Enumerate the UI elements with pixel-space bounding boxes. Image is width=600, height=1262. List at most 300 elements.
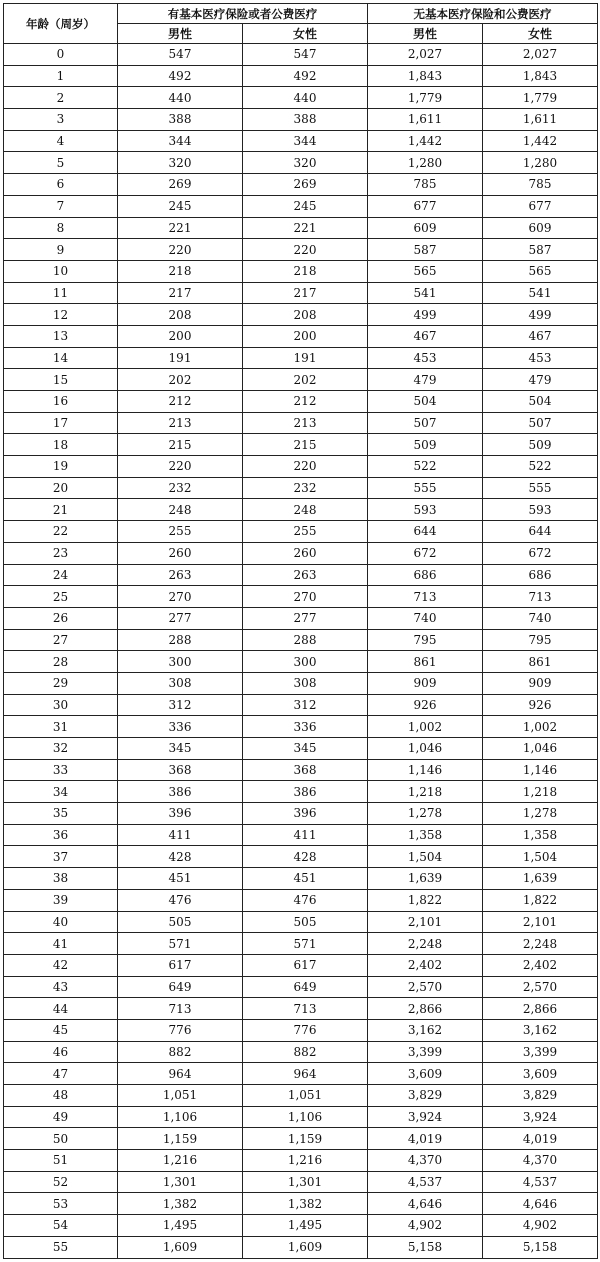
- uninsured-female-cell: 4,646: [483, 1193, 598, 1215]
- table-row: [4, 976, 598, 998]
- insured-male-cell: 492: [118, 65, 243, 87]
- insured-male-cell: 277: [118, 607, 243, 629]
- uninsured-female-cell: 4,370: [483, 1150, 598, 1172]
- insured-male-cell: 440: [118, 87, 243, 109]
- uninsured-male-cell: 593: [368, 499, 483, 521]
- age-cell: 45: [4, 1019, 118, 1041]
- table-row: [4, 521, 598, 543]
- insured-female-cell: 232: [243, 477, 368, 499]
- uninsured-female-cell: 507: [483, 412, 598, 434]
- insured-male-cell: 260: [118, 542, 243, 564]
- age-cell: 54: [4, 1215, 118, 1237]
- table-row: [4, 933, 598, 955]
- table-row: [4, 195, 598, 217]
- age-cell: 23: [4, 542, 118, 564]
- insured-female-cell: 1,609: [243, 1236, 368, 1258]
- insured-male-cell: 1,609: [118, 1236, 243, 1258]
- insured-male-cell: 215: [118, 434, 243, 456]
- insured-female-cell: 964: [243, 1063, 368, 1085]
- insured-female-cell: 200: [243, 325, 368, 347]
- age-cell: 31: [4, 716, 118, 738]
- insured-female-cell: 215: [243, 434, 368, 456]
- insured-female-cell: 255: [243, 521, 368, 543]
- age-cell: 25: [4, 586, 118, 608]
- table-row: [4, 1063, 598, 1085]
- uninsured-female-cell: 1,822: [483, 889, 598, 911]
- insured-male-cell: 220: [118, 456, 243, 478]
- uninsured-female-cell: 861: [483, 651, 598, 673]
- uninsured-female-cell: 926: [483, 694, 598, 716]
- uninsured-female-cell: 504: [483, 391, 598, 413]
- uninsured-male-cell: 565: [368, 260, 483, 282]
- insured-male-cell: 776: [118, 1019, 243, 1041]
- insured-male-cell: 1,051: [118, 1085, 243, 1107]
- age-cell: 2: [4, 87, 118, 109]
- uninsured-male-cell: 1,611: [368, 109, 483, 131]
- insured-male-cell: 336: [118, 716, 243, 738]
- age-cell: 30: [4, 694, 118, 716]
- uninsured-male-cell: 3,609: [368, 1063, 483, 1085]
- uninsured-female-cell: 1,218: [483, 781, 598, 803]
- insured-male-cell: 411: [118, 824, 243, 846]
- table-row: [4, 1041, 598, 1063]
- premium-rate-table: [3, 3, 598, 1259]
- insured-male-cell: 571: [118, 933, 243, 955]
- uninsured-female-cell: 499: [483, 304, 598, 326]
- insured-female-cell: 547: [243, 44, 368, 66]
- uninsured-female-header: 女性: [483, 24, 598, 44]
- uninsured-female-cell: 785: [483, 174, 598, 196]
- uninsured-male-cell: 1,639: [368, 868, 483, 890]
- insured-male-cell: 202: [118, 369, 243, 391]
- uninsured-male-cell: 1,779: [368, 87, 483, 109]
- age-cell: 39: [4, 889, 118, 911]
- uninsured-female-cell: 1,611: [483, 109, 598, 131]
- insured-male-cell: 200: [118, 325, 243, 347]
- insured-female-cell: 1,495: [243, 1215, 368, 1237]
- uninsured-male-cell: 1,822: [368, 889, 483, 911]
- insured-male-cell: 505: [118, 911, 243, 933]
- table-row: [4, 477, 598, 499]
- insured-female-cell: 345: [243, 738, 368, 760]
- uninsured-male-cell: 509: [368, 434, 483, 456]
- uninsured-female-cell: 1,442: [483, 130, 598, 152]
- age-cell: 53: [4, 1193, 118, 1215]
- table-header: [4, 4, 598, 44]
- insured-female-cell: 312: [243, 694, 368, 716]
- table-row: [4, 824, 598, 846]
- insured-female-cell: 776: [243, 1019, 368, 1041]
- insured-female-cell: 451: [243, 868, 368, 890]
- table-row: [4, 87, 598, 109]
- insured-male-cell: 345: [118, 738, 243, 760]
- insured-male-cell: 221: [118, 217, 243, 239]
- uninsured-female-cell: 4,537: [483, 1171, 598, 1193]
- table-row: [4, 130, 598, 152]
- age-cell: 17: [4, 412, 118, 434]
- uninsured-female-cell: 2,402: [483, 954, 598, 976]
- uninsured-male-cell: 1,504: [368, 846, 483, 868]
- uninsured-male-cell: 587: [368, 239, 483, 261]
- age-cell: 21: [4, 499, 118, 521]
- insured-male-cell: 368: [118, 759, 243, 781]
- insured-female-cell: 505: [243, 911, 368, 933]
- insured-female-cell: 308: [243, 672, 368, 694]
- age-cell: 52: [4, 1171, 118, 1193]
- uninsured-male-cell: 3,924: [368, 1106, 483, 1128]
- age-cell: 22: [4, 521, 118, 543]
- age-cell: 15: [4, 369, 118, 391]
- insured-female-cell: 220: [243, 456, 368, 478]
- insured-male-header: 男性: [118, 24, 243, 44]
- age-cell: 49: [4, 1106, 118, 1128]
- insured-male-cell: 308: [118, 672, 243, 694]
- uninsured-female-cell: 1,358: [483, 824, 598, 846]
- age-cell: 47: [4, 1063, 118, 1085]
- insured-male-cell: 263: [118, 564, 243, 586]
- age-cell: 48: [4, 1085, 118, 1107]
- insured-male-cell: 213: [118, 412, 243, 434]
- uninsured-male-cell: 1,843: [368, 65, 483, 87]
- uninsured-female-cell: 2,866: [483, 998, 598, 1020]
- table-row: [4, 1085, 598, 1107]
- uninsured-female-cell: 3,924: [483, 1106, 598, 1128]
- insured-female-cell: 713: [243, 998, 368, 1020]
- age-cell: 16: [4, 391, 118, 413]
- uninsured-male-cell: 2,101: [368, 911, 483, 933]
- table-row: [4, 586, 598, 608]
- uninsured-female-cell: 3,162: [483, 1019, 598, 1041]
- age-cell: 44: [4, 998, 118, 1020]
- insured-male-cell: 964: [118, 1063, 243, 1085]
- table-row: [4, 781, 598, 803]
- insured-female-cell: 202: [243, 369, 368, 391]
- table-row: [4, 109, 598, 131]
- insured-male-cell: 269: [118, 174, 243, 196]
- uninsured-male-cell: 3,162: [368, 1019, 483, 1041]
- insured-male-cell: 547: [118, 44, 243, 66]
- uninsured-female-cell: 644: [483, 521, 598, 543]
- table-row: [4, 434, 598, 456]
- uninsured-female-cell: 1,779: [483, 87, 598, 109]
- table-row: [4, 1171, 598, 1193]
- insured-female-cell: 336: [243, 716, 368, 738]
- uninsured-male-cell: 5,158: [368, 1236, 483, 1258]
- uninsured-female-cell: 1,146: [483, 759, 598, 781]
- table-row: [4, 304, 598, 326]
- uninsured-male-cell: 1,218: [368, 781, 483, 803]
- insured-male-cell: 396: [118, 803, 243, 825]
- uninsured-female-cell: 541: [483, 282, 598, 304]
- uninsured-female-cell: 522: [483, 456, 598, 478]
- insured-female-cell: 218: [243, 260, 368, 282]
- uninsured-female-cell: 555: [483, 477, 598, 499]
- age-cell: 51: [4, 1150, 118, 1172]
- uninsured-male-cell: 1,046: [368, 738, 483, 760]
- insured-female-header: 女性: [243, 24, 368, 44]
- insured-male-cell: 220: [118, 239, 243, 261]
- insured-male-cell: 320: [118, 152, 243, 174]
- age-cell: 55: [4, 1236, 118, 1258]
- insured-female-cell: 1,106: [243, 1106, 368, 1128]
- age-cell: 43: [4, 976, 118, 998]
- insured-female-cell: 428: [243, 846, 368, 868]
- uninsured-male-cell: 4,537: [368, 1171, 483, 1193]
- table-row: [4, 174, 598, 196]
- insured-male-cell: 713: [118, 998, 243, 1020]
- age-cell: 18: [4, 434, 118, 456]
- premium-table-container: [3, 3, 597, 1259]
- uninsured-female-cell: 4,019: [483, 1128, 598, 1150]
- age-cell: 33: [4, 759, 118, 781]
- uninsured-male-cell: 1,280: [368, 152, 483, 174]
- table-row: [4, 369, 598, 391]
- table-row: [4, 868, 598, 890]
- insured-male-cell: 232: [118, 477, 243, 499]
- insured-female-cell: 1,051: [243, 1085, 368, 1107]
- table-row: [4, 1150, 598, 1172]
- age-cell: 27: [4, 629, 118, 651]
- table-row: [4, 564, 598, 586]
- table-row: [4, 347, 598, 369]
- uninsured-male-cell: 4,370: [368, 1150, 483, 1172]
- age-cell: 41: [4, 933, 118, 955]
- insured-male-cell: 1,382: [118, 1193, 243, 1215]
- age-cell: 9: [4, 239, 118, 261]
- uninsured-male-cell: 4,646: [368, 1193, 483, 1215]
- table-row: [4, 889, 598, 911]
- uninsured-female-cell: 587: [483, 239, 598, 261]
- insured-female-cell: 492: [243, 65, 368, 87]
- uninsured-male-cell: 479: [368, 369, 483, 391]
- insured-female-cell: 1,216: [243, 1150, 368, 1172]
- uninsured-male-cell: 453: [368, 347, 483, 369]
- table-row: [4, 44, 598, 66]
- age-cell: 36: [4, 824, 118, 846]
- uninsured-female-cell: 3,609: [483, 1063, 598, 1085]
- uninsured-male-cell: 785: [368, 174, 483, 196]
- table-row: [4, 456, 598, 478]
- uninsured-male-cell: 4,019: [368, 1128, 483, 1150]
- insured-female-cell: 277: [243, 607, 368, 629]
- insured-male-cell: 388: [118, 109, 243, 131]
- age-cell: 32: [4, 738, 118, 760]
- age-cell: 6: [4, 174, 118, 196]
- insured-female-cell: 649: [243, 976, 368, 998]
- uninsured-male-cell: 713: [368, 586, 483, 608]
- uninsured-male-cell: 4,902: [368, 1215, 483, 1237]
- insured-male-cell: 649: [118, 976, 243, 998]
- age-cell: 24: [4, 564, 118, 586]
- table-row: [4, 152, 598, 174]
- insured-male-cell: 312: [118, 694, 243, 716]
- uninsured-male-cell: 926: [368, 694, 483, 716]
- uninsured-male-cell: 3,829: [368, 1085, 483, 1107]
- age-cell: 7: [4, 195, 118, 217]
- table-row: [4, 651, 598, 673]
- insured-male-cell: 255: [118, 521, 243, 543]
- table-row: [4, 542, 598, 564]
- insured-female-cell: 344: [243, 130, 368, 152]
- insured-female-cell: 388: [243, 109, 368, 131]
- insured-male-cell: 288: [118, 629, 243, 651]
- insured-female-cell: 248: [243, 499, 368, 521]
- uninsured-female-cell: 1,278: [483, 803, 598, 825]
- insured-female-cell: 320: [243, 152, 368, 174]
- insured-female-cell: 245: [243, 195, 368, 217]
- uninsured-male-cell: 1,358: [368, 824, 483, 846]
- insured-male-cell: 270: [118, 586, 243, 608]
- age-cell: 3: [4, 109, 118, 131]
- table-row: [4, 694, 598, 716]
- table-row: [4, 260, 598, 282]
- uninsured-female-cell: 1,280: [483, 152, 598, 174]
- table-row: [4, 1215, 598, 1237]
- age-cell: 19: [4, 456, 118, 478]
- age-cell: 4: [4, 130, 118, 152]
- age-cell: 37: [4, 846, 118, 868]
- insured-male-cell: 245: [118, 195, 243, 217]
- insured-male-cell: 191: [118, 347, 243, 369]
- uninsured-female-cell: 467: [483, 325, 598, 347]
- uninsured-female-cell: 672: [483, 542, 598, 564]
- uninsured-group-header: 无基本医疗保险和公费医疗: [368, 4, 598, 24]
- insured-male-cell: 617: [118, 954, 243, 976]
- uninsured-male-cell: 677: [368, 195, 483, 217]
- insured-male-cell: 451: [118, 868, 243, 890]
- uninsured-male-cell: 1,146: [368, 759, 483, 781]
- uninsured-female-cell: 509: [483, 434, 598, 456]
- insured-male-cell: 300: [118, 651, 243, 673]
- age-column-header: 年龄（周岁）: [4, 4, 118, 44]
- uninsured-female-cell: 2,570: [483, 976, 598, 998]
- age-cell: 13: [4, 325, 118, 347]
- uninsured-male-cell: 861: [368, 651, 483, 673]
- uninsured-female-cell: 5,158: [483, 1236, 598, 1258]
- uninsured-female-cell: 1,843: [483, 65, 598, 87]
- table-body: [4, 44, 598, 1259]
- insured-female-cell: 263: [243, 564, 368, 586]
- uninsured-male-cell: 2,402: [368, 954, 483, 976]
- insured-female-cell: 220: [243, 239, 368, 261]
- uninsured-female-cell: 453: [483, 347, 598, 369]
- age-cell: 46: [4, 1041, 118, 1063]
- age-cell: 38: [4, 868, 118, 890]
- age-cell: 42: [4, 954, 118, 976]
- insured-female-cell: 191: [243, 347, 368, 369]
- uninsured-male-cell: 499: [368, 304, 483, 326]
- uninsured-male-cell: 909: [368, 672, 483, 694]
- age-cell: 0: [4, 44, 118, 66]
- age-cell: 20: [4, 477, 118, 499]
- uninsured-female-cell: 1,046: [483, 738, 598, 760]
- uninsured-female-cell: 909: [483, 672, 598, 694]
- age-cell: 28: [4, 651, 118, 673]
- insured-male-cell: 1,159: [118, 1128, 243, 1150]
- table-row: [4, 1106, 598, 1128]
- insured-male-cell: 218: [118, 260, 243, 282]
- insured-female-cell: 260: [243, 542, 368, 564]
- uninsured-female-cell: 795: [483, 629, 598, 651]
- table-row: [4, 282, 598, 304]
- insured-female-cell: 269: [243, 174, 368, 196]
- uninsured-female-cell: 4,902: [483, 1215, 598, 1237]
- uninsured-male-cell: 672: [368, 542, 483, 564]
- uninsured-female-cell: 2,027: [483, 44, 598, 66]
- uninsured-female-cell: 593: [483, 499, 598, 521]
- age-cell: 1: [4, 65, 118, 87]
- uninsured-female-cell: 740: [483, 607, 598, 629]
- uninsured-male-cell: 609: [368, 217, 483, 239]
- table-row: [4, 1128, 598, 1150]
- insured-male-cell: 208: [118, 304, 243, 326]
- insured-female-cell: 217: [243, 282, 368, 304]
- insured-female-cell: 368: [243, 759, 368, 781]
- uninsured-male-cell: 3,399: [368, 1041, 483, 1063]
- table-row: [4, 846, 598, 868]
- table-row: [4, 499, 598, 521]
- insured-male-cell: 1,495: [118, 1215, 243, 1237]
- uninsured-female-cell: 3,829: [483, 1085, 598, 1107]
- insured-female-cell: 288: [243, 629, 368, 651]
- insured-female-cell: 571: [243, 933, 368, 955]
- uninsured-male-header: 男性: [368, 24, 483, 44]
- age-cell: 50: [4, 1128, 118, 1150]
- uninsured-female-cell: 2,101: [483, 911, 598, 933]
- age-cell: 34: [4, 781, 118, 803]
- uninsured-male-cell: 2,248: [368, 933, 483, 955]
- insured-male-cell: 1,301: [118, 1171, 243, 1193]
- uninsured-male-cell: 504: [368, 391, 483, 413]
- table-row: [4, 325, 598, 347]
- insured-female-cell: 221: [243, 217, 368, 239]
- insured-male-cell: 476: [118, 889, 243, 911]
- insured-female-cell: 213: [243, 412, 368, 434]
- uninsured-male-cell: 2,866: [368, 998, 483, 1020]
- insured-group-header: 有基本医疗保险或者公费医疗: [118, 4, 368, 24]
- table-row: [4, 629, 598, 651]
- insured-female-cell: 396: [243, 803, 368, 825]
- uninsured-male-cell: 555: [368, 477, 483, 499]
- age-cell: 14: [4, 347, 118, 369]
- insured-female-cell: 1,159: [243, 1128, 368, 1150]
- uninsured-female-cell: 686: [483, 564, 598, 586]
- table-row: [4, 672, 598, 694]
- insured-male-cell: 212: [118, 391, 243, 413]
- uninsured-male-cell: 1,002: [368, 716, 483, 738]
- uninsured-male-cell: 2,570: [368, 976, 483, 998]
- insured-female-cell: 476: [243, 889, 368, 911]
- uninsured-female-cell: 609: [483, 217, 598, 239]
- uninsured-female-cell: 1,639: [483, 868, 598, 890]
- insured-female-cell: 212: [243, 391, 368, 413]
- uninsured-male-cell: 541: [368, 282, 483, 304]
- uninsured-male-cell: 686: [368, 564, 483, 586]
- insured-male-cell: 882: [118, 1041, 243, 1063]
- uninsured-male-cell: 1,442: [368, 130, 483, 152]
- uninsured-female-cell: 2,248: [483, 933, 598, 955]
- table-row: [4, 803, 598, 825]
- insured-male-cell: 386: [118, 781, 243, 803]
- uninsured-male-cell: 522: [368, 456, 483, 478]
- uninsured-male-cell: 1,278: [368, 803, 483, 825]
- insured-male-cell: 1,106: [118, 1106, 243, 1128]
- age-cell: 29: [4, 672, 118, 694]
- insured-female-cell: 882: [243, 1041, 368, 1063]
- table-row: [4, 738, 598, 760]
- insured-male-cell: 248: [118, 499, 243, 521]
- uninsured-male-cell: 644: [368, 521, 483, 543]
